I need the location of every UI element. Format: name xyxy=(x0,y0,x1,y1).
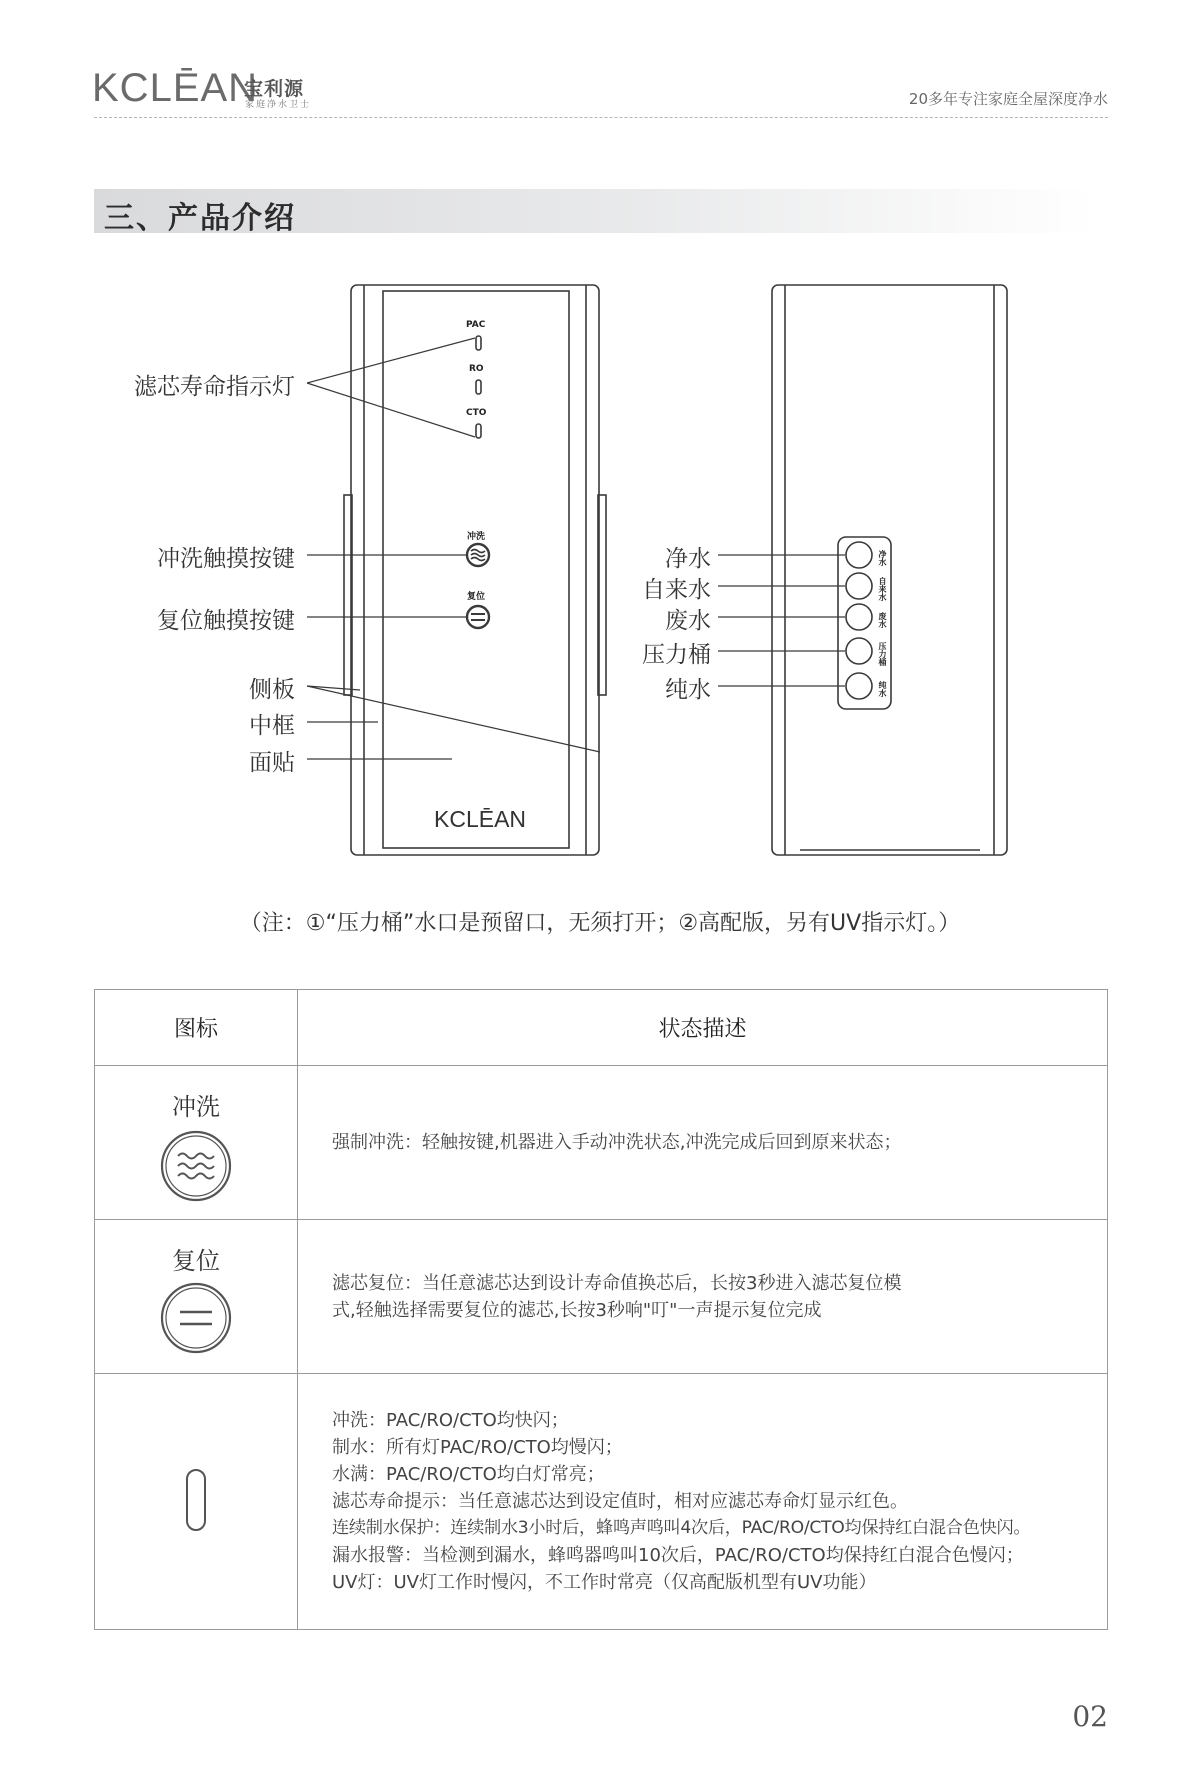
front-face-panel xyxy=(383,291,569,848)
icon-cell xyxy=(95,1220,298,1374)
icon-label: 复位 xyxy=(172,1247,220,1275)
port-tag-tank: 压力桶 xyxy=(878,642,887,666)
reset-button-graphic xyxy=(467,606,489,628)
description-line: 水满：PAC/RO/CTO均白灯常亮； xyxy=(332,1464,605,1485)
status-table xyxy=(94,989,1108,1630)
port-pressure-tank xyxy=(846,638,872,664)
description-line: 制水：所有灯PAC/RO/CTO均慢闪； xyxy=(332,1437,623,1458)
description-cell xyxy=(298,1220,1108,1374)
icon-cell xyxy=(95,1066,298,1220)
table-header-row xyxy=(95,990,1108,1066)
port-tag-purified: 纯水 xyxy=(878,681,887,697)
page-number: 02 xyxy=(1072,1700,1108,1733)
table-row xyxy=(95,1066,1108,1220)
header-description: 状态描述 xyxy=(298,990,1108,1066)
description-line: 式,轻触选择需要复位的滤芯,长按3秒响"叮"一声提示复位完成 xyxy=(332,1299,822,1321)
section-title: 三、产品介绍 xyxy=(104,201,296,236)
port-tap-water xyxy=(846,573,872,599)
flush-button-label: 冲洗 xyxy=(467,532,486,542)
callout-filter-life: 滤芯寿命指示灯 xyxy=(134,374,295,400)
table-row xyxy=(95,1374,1108,1630)
indicator-ro xyxy=(476,380,481,394)
callout-reset-key: 复位触摸按键 xyxy=(157,608,295,634)
diagram-note: （注：①“压力桶”水口是预留口，无须打开；②高配版，另有UV指示灯。） xyxy=(239,911,961,936)
callout-port-waste: 废水 xyxy=(665,608,711,634)
callout-side-panel: 侧板 xyxy=(249,677,295,703)
description-cell xyxy=(298,1374,1108,1630)
callout-port-pure: 净水 xyxy=(665,546,711,572)
brand-logo: KCLĒAN xyxy=(92,66,259,110)
description-line: 滤芯寿命提示：当任意滤芯达到设定值时，相对应滤芯寿命灯显示红色。 xyxy=(332,1491,908,1512)
reset-icon xyxy=(158,1280,234,1356)
indicator-cto xyxy=(476,424,481,438)
table-row xyxy=(95,1220,1108,1374)
indicator-light-icon xyxy=(184,1468,208,1532)
callout-port-tap: 自来水 xyxy=(642,577,711,603)
description-cell xyxy=(298,1066,1108,1220)
indicator-label-cto: CTO xyxy=(466,408,487,418)
description-line: UV灯：UV灯工作时慢闪，不工作时常亮（仅高配版机型有UV功能） xyxy=(332,1572,877,1593)
port-tag-pure: 净水 xyxy=(878,550,887,566)
waves-icon xyxy=(158,1128,234,1204)
brand-name: 宝利源 xyxy=(244,78,305,100)
indicator-pac xyxy=(476,336,481,350)
description-line: 漏水报警：当检测到漏水，蜂鸣器鸣叫10次后，PAC/RO/CTO均保持红白混合色慢闪； xyxy=(332,1545,1024,1566)
header-slogan: 20多年专注家庭全屋深度净水 xyxy=(908,90,1108,108)
callout-port-tank: 压力桶 xyxy=(642,642,711,668)
icon-cell xyxy=(95,1374,298,1630)
port-purified-water xyxy=(846,673,872,699)
brand-tagline: 家庭净水卫士 xyxy=(245,100,312,110)
header-icon: 图标 xyxy=(95,990,298,1066)
reset-button-label: 复位 xyxy=(467,592,486,602)
callout-port-purified: 纯水 xyxy=(665,677,711,703)
callout-face-sticker: 面贴 xyxy=(249,750,295,776)
description-line: 强制冲洗：轻触按键,机器进入手动冲洗状态,冲洗完成后回到原来状态； xyxy=(332,1132,902,1153)
port-waste-water xyxy=(846,604,872,630)
indicator-label-ro: RO xyxy=(469,364,484,374)
callout-middle-frame: 中框 xyxy=(249,713,295,739)
description-line: 滤芯复位：当任意滤芯达到设计寿命值换芯后，长按3秒进入滤芯复位模 xyxy=(332,1272,902,1294)
port-tag-waste: 废水 xyxy=(878,612,887,628)
description-line: 连续制水保护：连续制水3小时后，蜂鸣声鸣叫4次后，PAC/RO/CTO均保持红白混合色快闪。 xyxy=(332,1518,1031,1538)
device-logo: KCLĒAN xyxy=(434,806,527,832)
port-pure-water xyxy=(846,542,872,568)
icon-label: 冲洗 xyxy=(172,1093,220,1121)
callout-flush-key: 冲洗触摸按键 xyxy=(157,546,295,572)
back-device-outline xyxy=(772,285,1007,855)
indicator-label-pac: PAC xyxy=(466,320,486,330)
description-line: 冲洗：PAC/RO/CTO均快闪； xyxy=(332,1410,569,1431)
port-tag-tap: 自来水 xyxy=(878,577,887,601)
